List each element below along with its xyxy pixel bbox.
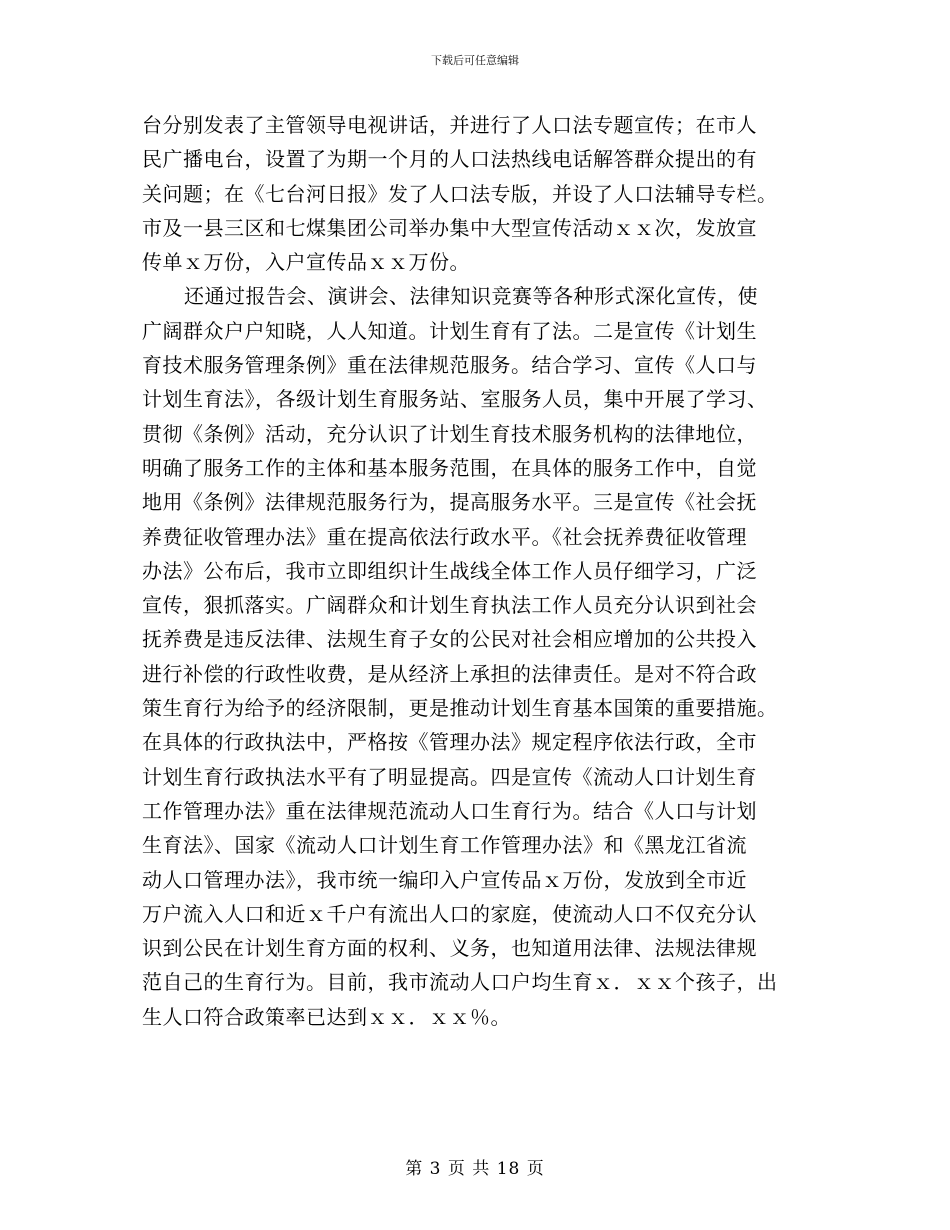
body-line: 传单ｘ万份，入户宣传品ｘｘ万份。 [142,250,470,275]
body-line: 贯彻《条例》活动，充分认识了计划生育技术服务机构的法律地位， [142,421,757,446]
body-line: 进行补偿的行政性收费，是从经济上承担的法律责任。是对不符合政 [142,661,757,686]
body-line: 地用《条例》法律规范服务行为，提高服务水平。三是宣传《社会抚 [142,490,757,515]
body-line: 识到公民在计划生育方面的权利、义务，也知道用法律、法规法律规 [142,936,757,961]
body-line: 计划生育法》，各级计划生育服务站、室服务人员，集中开展了学习、 [142,387,768,412]
body-line: 台分别发表了主管领导电视讲话，并进行了人口法专题宣传；在市人 [142,113,757,137]
body-line: 万户流入人口和近ｘ千户有流出人口的家庭，使流动人口不仅充分认 [142,901,757,926]
page-header: 下载后可任意编辑 [431,54,519,67]
document-body [142,108,810,1034]
body-line: 办法》公布后，我市立即组织计生战线全体工作人员仔细学习，广泛 [142,558,757,583]
body-line: 关问题；在《七台河日报》发了人口法专版，并设了人口法辅导专栏。 [142,181,778,206]
body-line: 生育法》、国家《流动人口计划生育工作管理办法》和《黑龙江省流 [142,833,747,858]
body-line: 动人口管理办法》，我市统一编印入户宣传品ｘ万份，发放到全市近 [142,867,747,892]
body-line: 计划生育行政执法水平有了明显提高。四是宣传《流动人口计划生育 [142,764,757,789]
body-line: 广阔群众户户知晓，人人知道。计划生育有了法。二是宣传《计划生 [142,318,757,343]
body-line: 抚养费是违反法律、法规生育子女的公民对社会相应增加的公共投入 [142,627,757,652]
body-line: 宣传，狠抓落实。广阔群众和计划生育执法工作人员充分认识到社会 [142,593,757,618]
body-line: 策生育行为给予的经济限制，更是推动计划生育基本国策的重要措施。 [142,696,778,721]
body-line: 范自己的生育行为。目前，我市流动人口户均生育ｘ．ｘｘ个孩子，出 [142,970,778,995]
body-line: 民广播电台，设置了为期一个月的人口法热线电话解答群众提出的有 [142,147,757,172]
body-line: 养费征收管理办法》重在提高依法行政水平。《社会抚养费征收管理 [142,524,747,549]
page-number-footer: 第 3 页 共 18 页 [405,1159,545,1179]
body-line: 工作管理办法》重在法律规范流动人口生育行为。结合《人口与计划 [142,798,757,823]
body-line: 明确了服务工作的主体和基本服务范围，在具体的服务工作中，自觉 [142,455,757,480]
body-line: 育技术服务管理条例》重在法律规范服务。结合学习、宣传《人口与 [142,353,757,378]
body-line: 市及一县三区和七煤集团公司举办集中大型宣传活动ｘｘ次，发放宣 [142,215,757,240]
body-line: 生人口符合政策率已达到ｘｘ．ｘｘ％。 [142,1004,511,1029]
body-line: 在具体的行政执法中，严格按《管理办法》规定程序依法行政，全市 [142,730,757,755]
body-line-paragraph-start: 还通过报告会、演讲会、法律知识竞赛等各种形式深化宣传，使 [184,284,758,309]
